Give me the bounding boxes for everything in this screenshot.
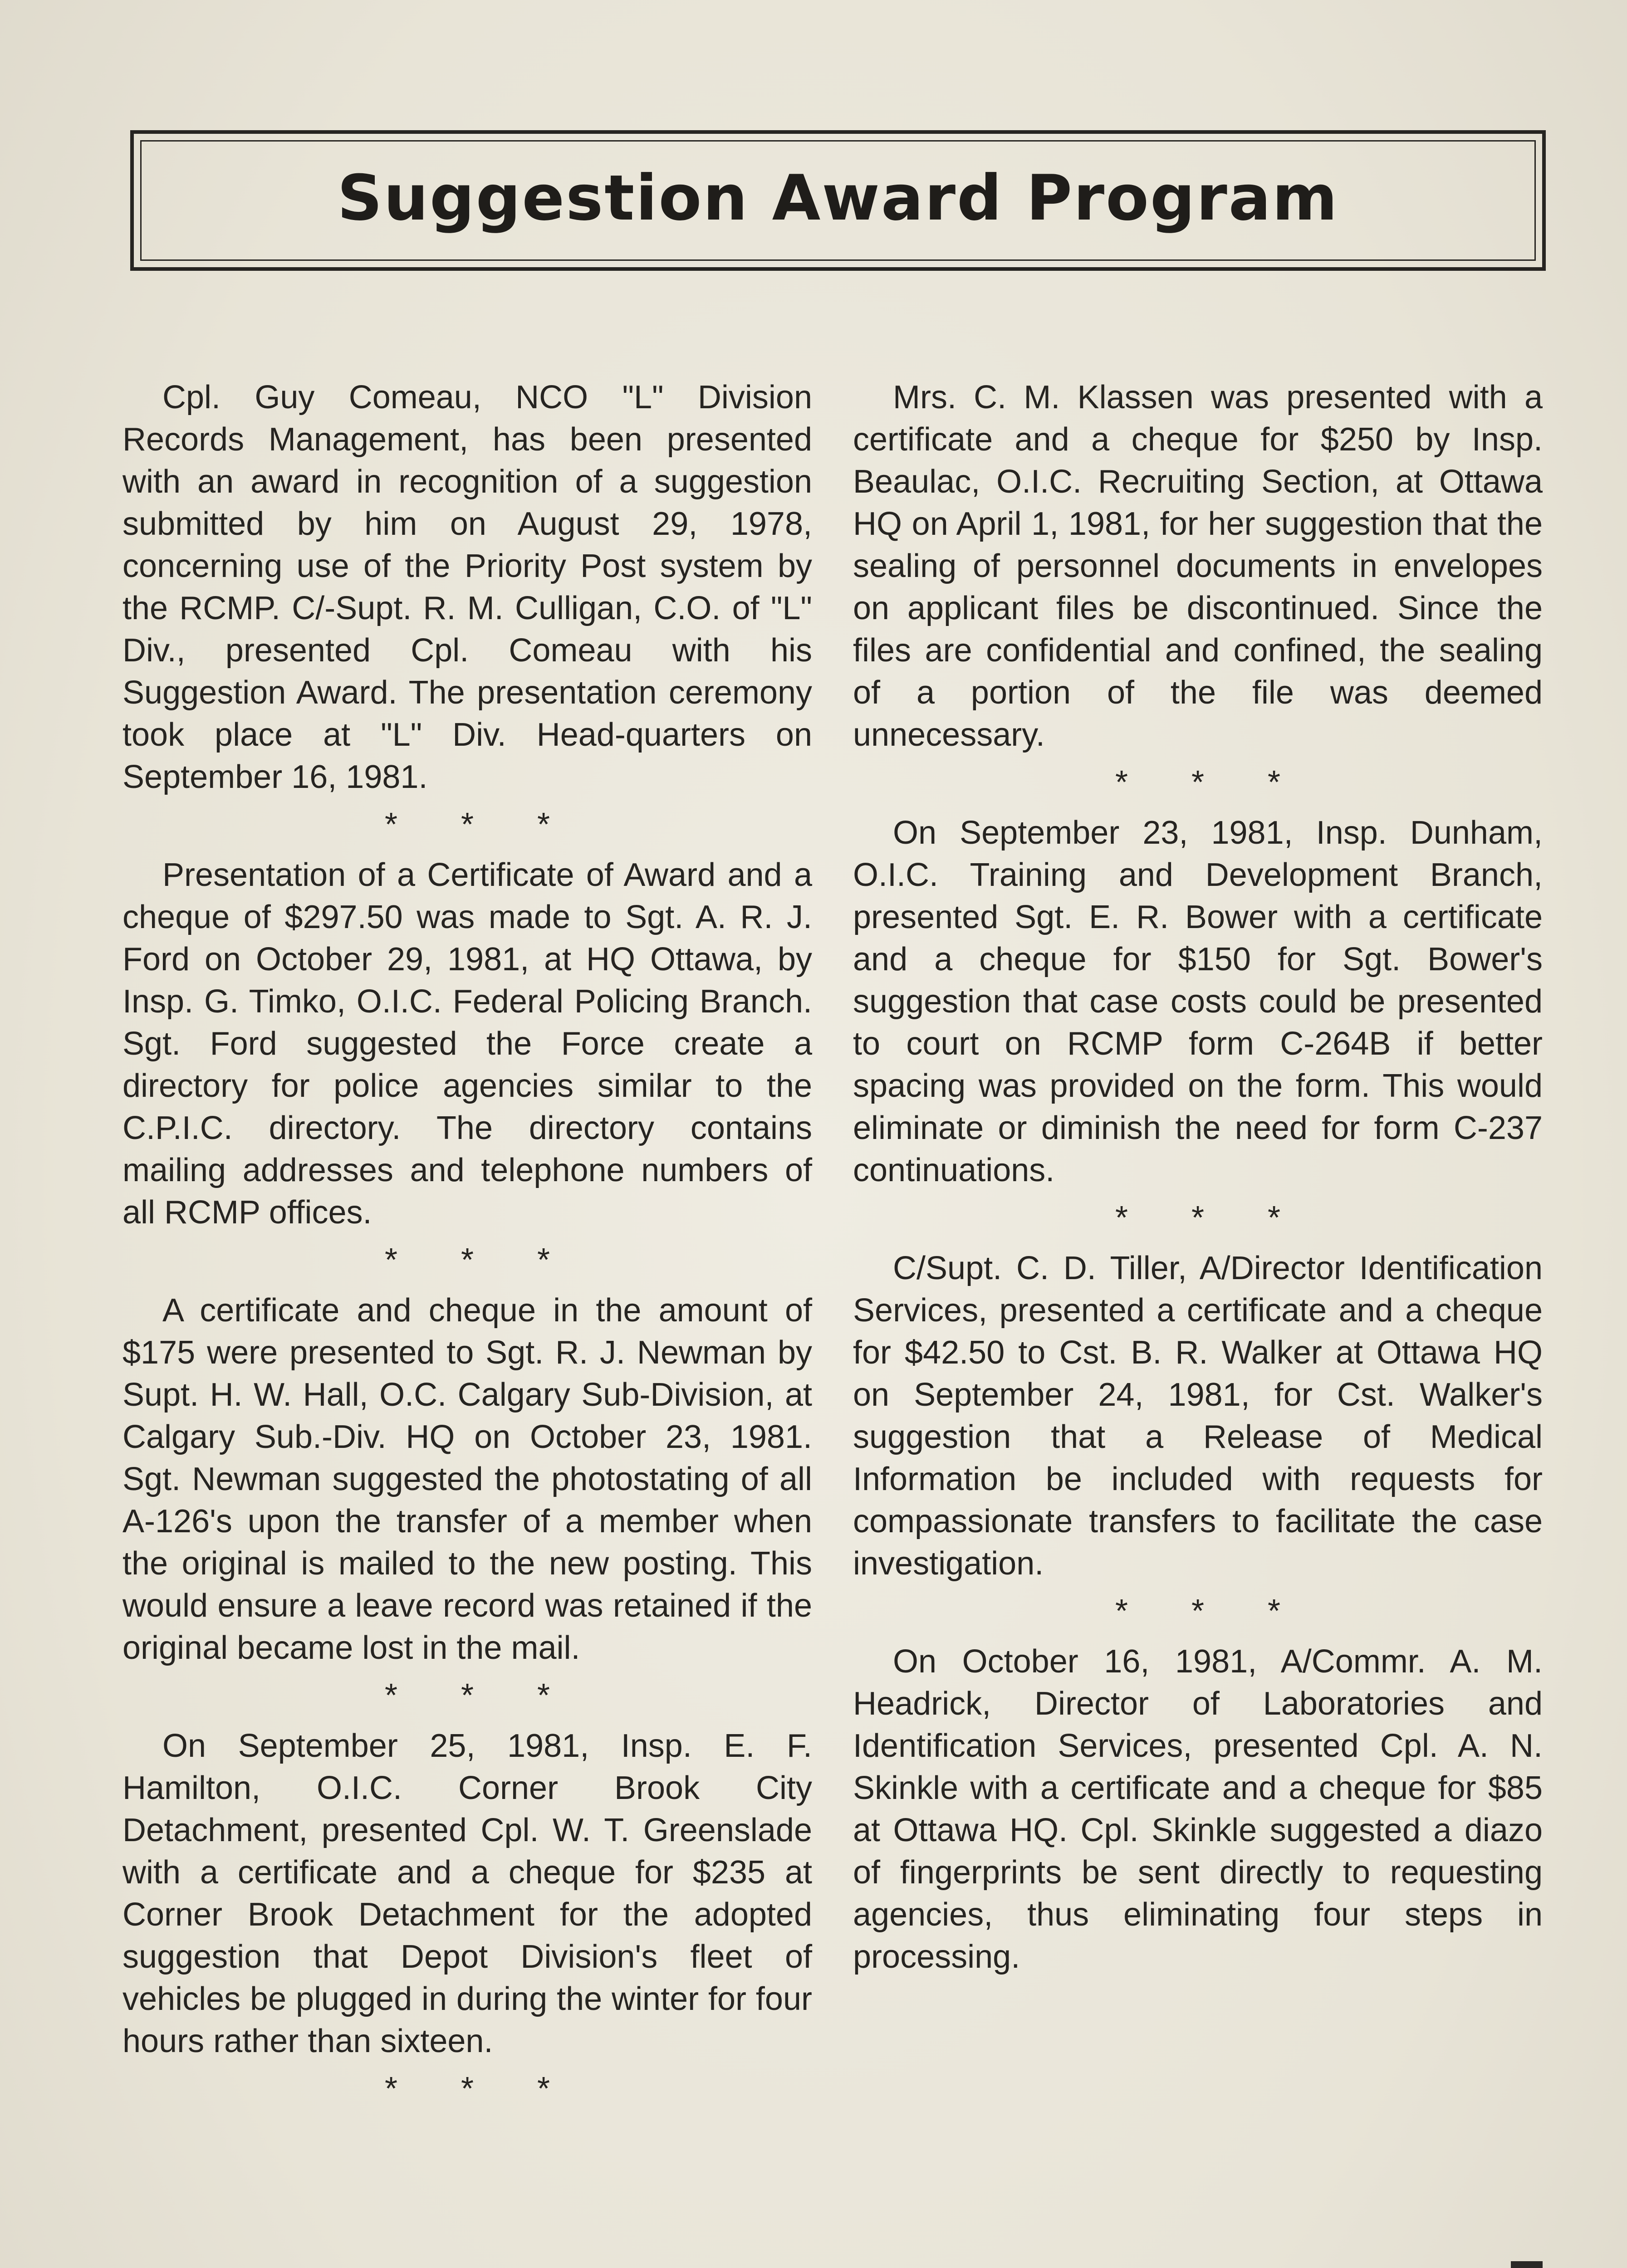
end-of-article-mark xyxy=(1511,2261,1543,2268)
article-paragraph: On September 23, 1981, Insp. Dunham, O.I.C. Training and Development Branch, presented Sgt. E. R. Bower with a certificate and a cheque for $150 for Sgt. Bower's suggestion that case costs could be presented to court on RCMP form C-264B if better spacing was provided on the form. This would eliminate or diminish the need for form C-237 continuations. xyxy=(853,815,1543,1188)
right-column xyxy=(853,376,1543,1978)
section-separator: * * * xyxy=(384,1677,578,1714)
title-banner xyxy=(130,130,1546,271)
section-separator: * * * xyxy=(1115,1593,1308,1629)
page-title: Suggestion Award Program xyxy=(337,161,1339,235)
article-paragraph: A certificate and cheque in the amount of $175 were presented to Sgt. R. J. Newman by Supt. H. W. Hall, O.C. Calgary Sub-Division, at Calgary Sub.-Div. HQ on October 23, 1981. Sgt. Newman suggested the photostating of all A-126's upon the transfer of a member when the original is mailed to the new posting. This would ensure a leave record was retained if the original became lost in the mail. xyxy=(123,1292,812,1666)
section-separator: * * * xyxy=(384,2071,578,2107)
section-separator: * * * xyxy=(384,1242,578,1278)
article-paragraph: On September 25, 1981, Insp. E. F. Hamilton, O.I.C. Corner Brook City Detachment, presented Cpl. W. T. Greenslade with a certificate and a cheque for $235 at Corner Brook Detachment for the adopted suggestion that Depot Division's fleet of vehicles be plugged in during the winter for four hours rather than sixteen. xyxy=(123,1728,812,2059)
article-paragraph: On October 16, 1981, A/Commr. A. M. Headrick, Director of Laboratories and Identification Services, presented Cpl. A. N. Skinkle with a certificate and a cheque for $85 at Ottawa HQ. Cpl. Skinkle suggested a diazo of fingerprints be sent directly to requesting agencies, thus eliminating four steps in processing. xyxy=(853,1643,1543,1975)
article-paragraph: Mrs. C. M. Klassen was presented with a certificate and a cheque for $250 by Insp. Beaulac, O.I.C. Recruiting Section, at Ottawa HQ on April 1, 1981, for her suggestion that the sealing of personnel documents in envelopes on applicant files be discontinued. Since the files are confidential and confined, the sealing of a portion of the file was deemed unnecessary. xyxy=(853,379,1543,753)
section-separator: * * * xyxy=(1115,764,1308,801)
section-separator: * * * xyxy=(384,807,578,843)
article-paragraph: Cpl. Guy Comeau, NCO "L" Division Records Management, has been presented with an award in recognition of a suggestion submitted by him on August 29, 1978, concerning use of the Priority Post system by the RCMP. C/-Supt. R. M. Culligan, C.O. of "L" Div., presented Cpl. Comeau with his Suggestion Award. The presentation ceremony took place at "L" Div. Head-quarters on September 16, 1981. xyxy=(123,379,812,795)
section-separator: * * * xyxy=(1115,1200,1308,1236)
article-paragraph: C/Supt. C. D. Tiller, A/Director Identification Services, presented a certificate and a cheque for $42.50 to Cst. B. R. Walker at Ottawa HQ on September 24, 1981, for Cst. Walker's suggestion that a Release of Medical Information be included with requests for compassionate transfers to facilitate the case investigation. xyxy=(853,1250,1543,1582)
article-paragraph: Presentation of a Certificate of Award and a cheque of $297.50 was made to Sgt. A. R. J. Ford on October 29, 1981, at HQ Ottawa, by Insp. G. Timko, O.I.C. Federal Policing Branch. Sgt. Ford suggested the Force create a directory for police agencies similar to the C.P.I.C. directory. The directory contains mailing addresses and telephone numbers of all RCMP offices. xyxy=(123,857,812,1231)
left-column xyxy=(123,376,812,2118)
